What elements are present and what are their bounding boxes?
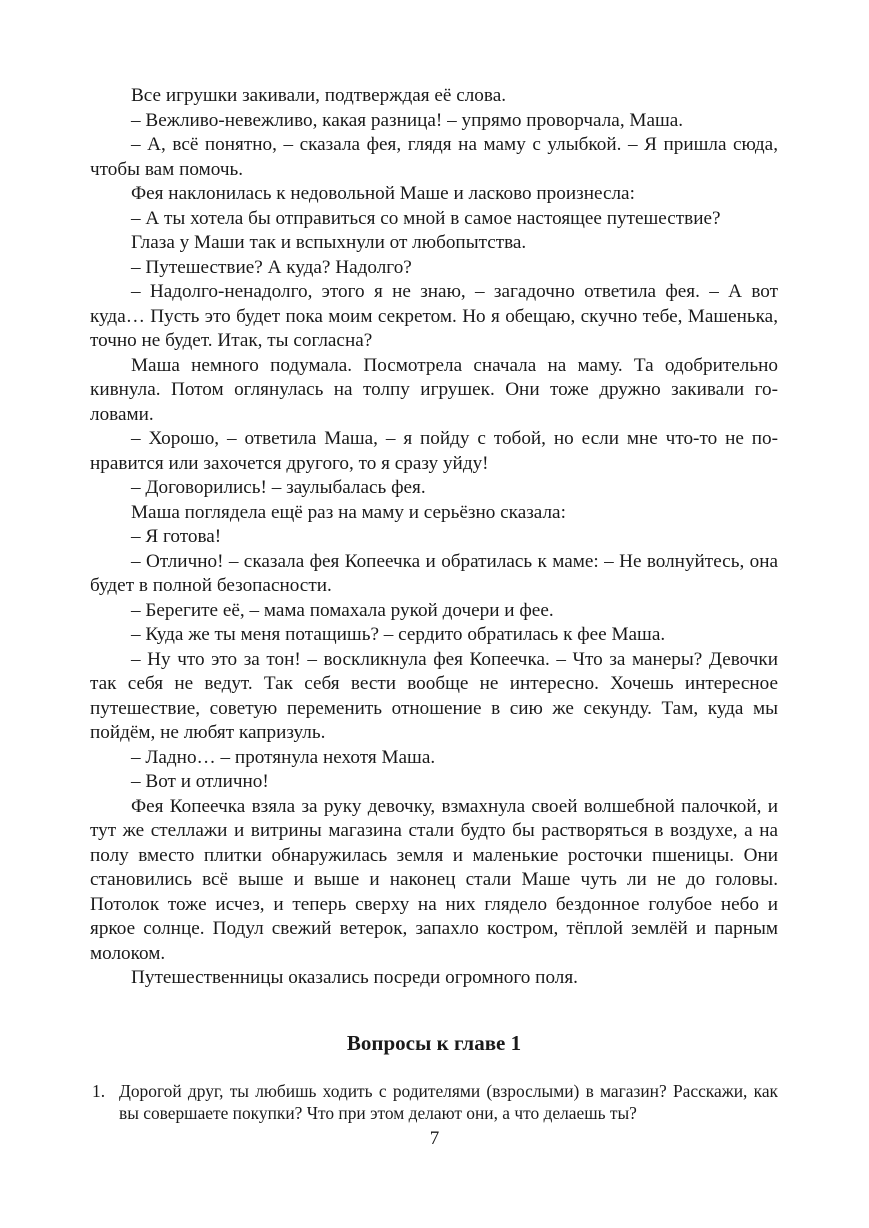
paragraph: – Путешествие? А куда? Надолго? bbox=[131, 256, 412, 278]
page-content bbox=[90, 84, 778, 1125]
question-text: Дорогой друг, ты любишь ходить с родителями (взрослыми) в магазин? Расскажи, как вы совершаете покупки? Что при этом делают они, а что делаешь ты? bbox=[119, 1080, 778, 1123]
paragraph: Маша немного подумала. Посмотрела сначала на маму. Та одобрительно кивнула. Потом оглянулась на толпу игрушек. Они тоже дружно закивали головами. bbox=[90, 354, 778, 425]
paragraph: Фея Копеечка взяла за руку девочку, взмахнула своей волшебной палочкой, и тут же стеллажи и витрины магазина стали будто бы растворяться в воздухе, а на полу вместо плитки обнаружилась земля и маленькие росточки пшеницы. Они становились всё выше и выше и наконец стали Маше чуть ли не до головы. Потолок тоже исчез, и теперь сверху на них глядело бездонное голубое небо и яркое солнце. Подул свежий ветерок, запахло костром, тёплой землёй и парным молоком. bbox=[90, 795, 778, 964]
paragraph: Глаза у Маши так и вспыхнули от любопытства. bbox=[131, 232, 527, 253]
paragraph: – Хорошо, – ответила Маша, – я пойду с тобой, но если мне что-то не понравится или захочется другого, то я сразу уйду! bbox=[90, 428, 778, 474]
paragraph: Маша поглядела ещё раз на маму и серьёзно сказала: bbox=[131, 501, 566, 523]
paragraph: – Договорились! – заулыбалась фея. bbox=[131, 477, 426, 498]
question-item bbox=[90, 1080, 778, 1125]
question-number: 1. bbox=[92, 1080, 106, 1101]
paragraph: – Вежливо-невежливо, какая разница! – упрямо проворчала, Маша. bbox=[131, 109, 684, 131]
paragraph: – Берегите её, – мама помахала рукой дочери и фее. bbox=[131, 599, 554, 621]
page-number: 7 bbox=[429, 1128, 440, 1149]
paragraph: – Ладно… – протянула нехотя Маша. bbox=[131, 746, 436, 768]
paragraph: – Куда же ты меня потащишь? – сердито обратилась к фее Маша. bbox=[131, 624, 666, 645]
paragraph: – Отлично! – сказала фея Копеечка и обратилась к маме: – Не волнуйтесь, она будет в полной безопасности. bbox=[90, 550, 778, 596]
paragraph: – А ты хотела бы отправиться со мной в самое настоящее путешествие? bbox=[131, 207, 721, 229]
paragraph: – Надолго-ненадолго, этого я не знаю, – загадочно ответила фея. – А вот куда… Пусть это будет пока моим секретом. Но я обещаю, скучно тебе, Машенька, точно не будет. Итак, ты согласна? bbox=[90, 281, 778, 351]
paragraph: – Я готова! bbox=[131, 526, 222, 547]
story-text bbox=[90, 84, 778, 991]
paragraph: Фея наклонилась к недовольной Маше и ласково произнесла: bbox=[131, 183, 635, 204]
section-heading: Вопросы к главе 1 bbox=[346, 1030, 522, 1055]
paragraph: – Ну что это за тон! – воскликнула фея Копеечка. – Что за манеры? Девочки так себя не ведут. Так себя вести вообще не интересно. Хочешь интересное путешествие, советую переменить отношение в сию же секунду. Там, куда мы пойдём, не любят капризуль. bbox=[90, 648, 778, 743]
questions-list bbox=[90, 1080, 778, 1125]
paragraph: Путешественницы оказались посреди огромного поля. bbox=[131, 967, 578, 988]
paragraph: – Вот и отлично! bbox=[131, 771, 269, 792]
paragraph: – А, всё понятно, – сказала фея, глядя на маму с улыбкой. – Я пришла сюда, чтобы вам помочь. bbox=[90, 134, 778, 180]
paragraph: Все игрушки закивали, подтверждая её слова. bbox=[131, 85, 507, 106]
